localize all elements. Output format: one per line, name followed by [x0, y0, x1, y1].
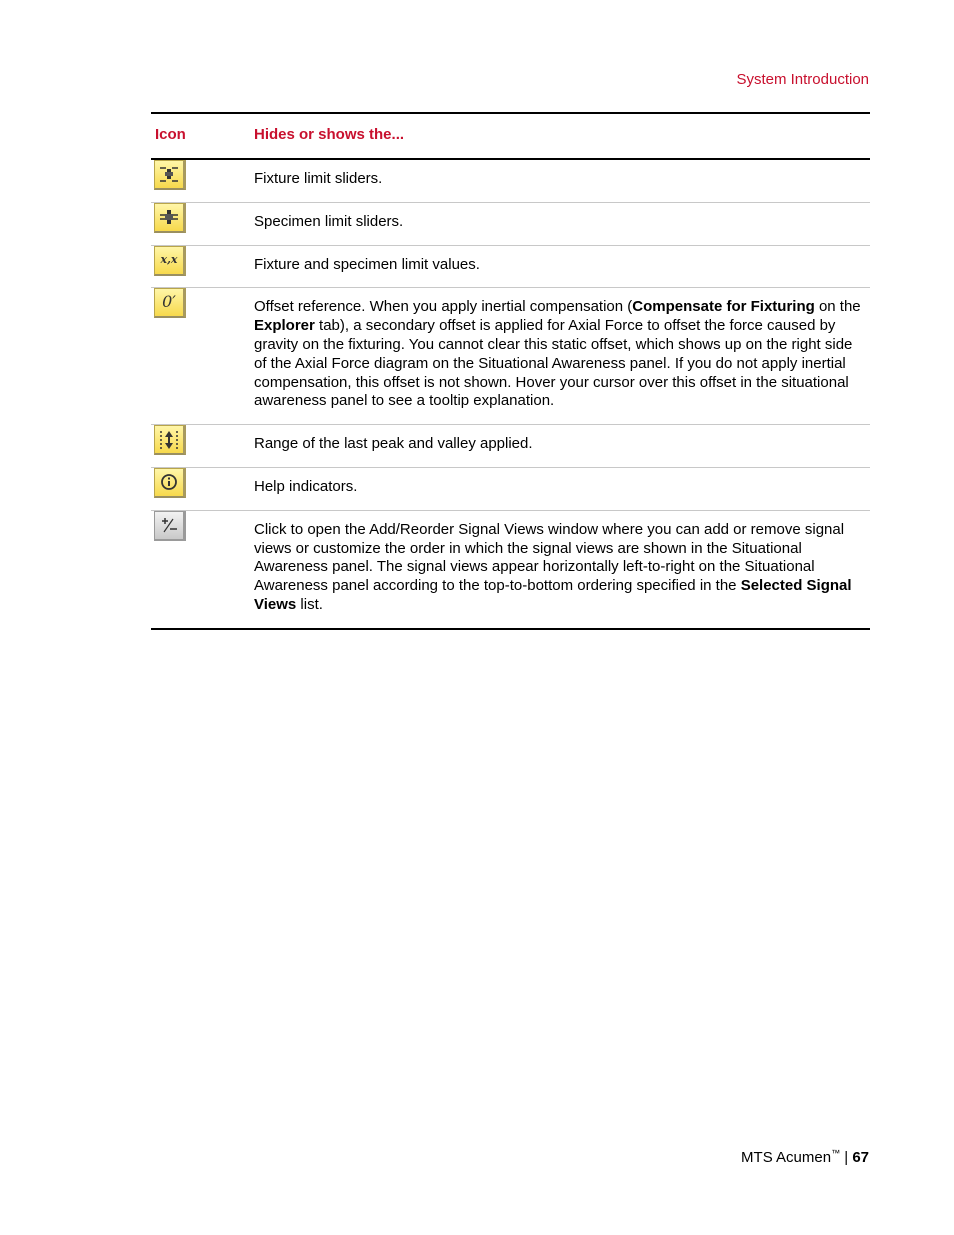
ui-term-compensate-for-fixturing: Compensate for Fixturing: [632, 298, 815, 316]
table-row: [151, 245, 870, 288]
table-row: [151, 510, 870, 628]
row-description: Fixture and specimen limit values.: [254, 245, 870, 288]
trademark-symbol: ™: [831, 1148, 841, 1158]
page-number: 67: [852, 1149, 869, 1166]
page-footer: [741, 1148, 869, 1166]
fixture-limit-sliders-icon: [154, 160, 186, 190]
table-row: [151, 288, 870, 425]
running-header: System Introduction: [736, 71, 869, 88]
column-header-icon: Icon: [151, 113, 254, 159]
ui-term-selected-signal-views: Selected Signal Views: [254, 577, 852, 613]
row-description: Fixture limit sliders.: [254, 159, 870, 202]
table-row: [151, 467, 870, 510]
table-row: [151, 425, 870, 468]
row-description: Help indicators.: [254, 467, 870, 510]
table-header-row: [151, 113, 870, 159]
row-description: Offset reference. When you apply inertial compensation (Compensate for Fixturing on the Explorer tab), a secondary offset is applied for Axial Force to offset the force caused by gravity on the fixturing. You cannot clear this static offset, which shows up on the right side of the Axial Force diagram on the Situational Awareness panel. If you do not apply inertial compensation, this offset is not shown. Hover your cursor over this offset in the situational awareness panel to see a tooltip explanation.: [254, 288, 870, 425]
footer-separator: |: [840, 1149, 853, 1166]
row-description: Click to open the Add/Reorder Signal Views window where you can add or remove signal views or customize the order in which the signal views are shown in the Situational Awareness panel. The signal views appear horizontally left-to-right on the Situational Awareness panel according to the top-to-bottom ordering specified in the Selected Signal Views list.: [254, 520, 852, 613]
limit-values-icon: x,x: [154, 246, 186, 276]
table-row: [151, 202, 870, 245]
row-description: Specimen limit sliders.: [254, 202, 870, 245]
table-row: [151, 159, 870, 202]
add-reorder-signal-views-icon: [154, 511, 186, 541]
icon-description-table: [151, 112, 870, 630]
specimen-limit-sliders-icon: [154, 203, 186, 233]
row-description: Range of the last peak and valley applied.: [254, 425, 870, 468]
peak-valley-range-icon: [154, 425, 186, 455]
help-indicators-icon: [154, 468, 186, 498]
offset-reference-icon: 0′: [154, 288, 186, 318]
product-name: MTS Acumen: [741, 1149, 832, 1166]
ui-term-explorer: Explorer: [254, 317, 315, 335]
column-header-description: Hides or shows the...: [254, 113, 870, 159]
